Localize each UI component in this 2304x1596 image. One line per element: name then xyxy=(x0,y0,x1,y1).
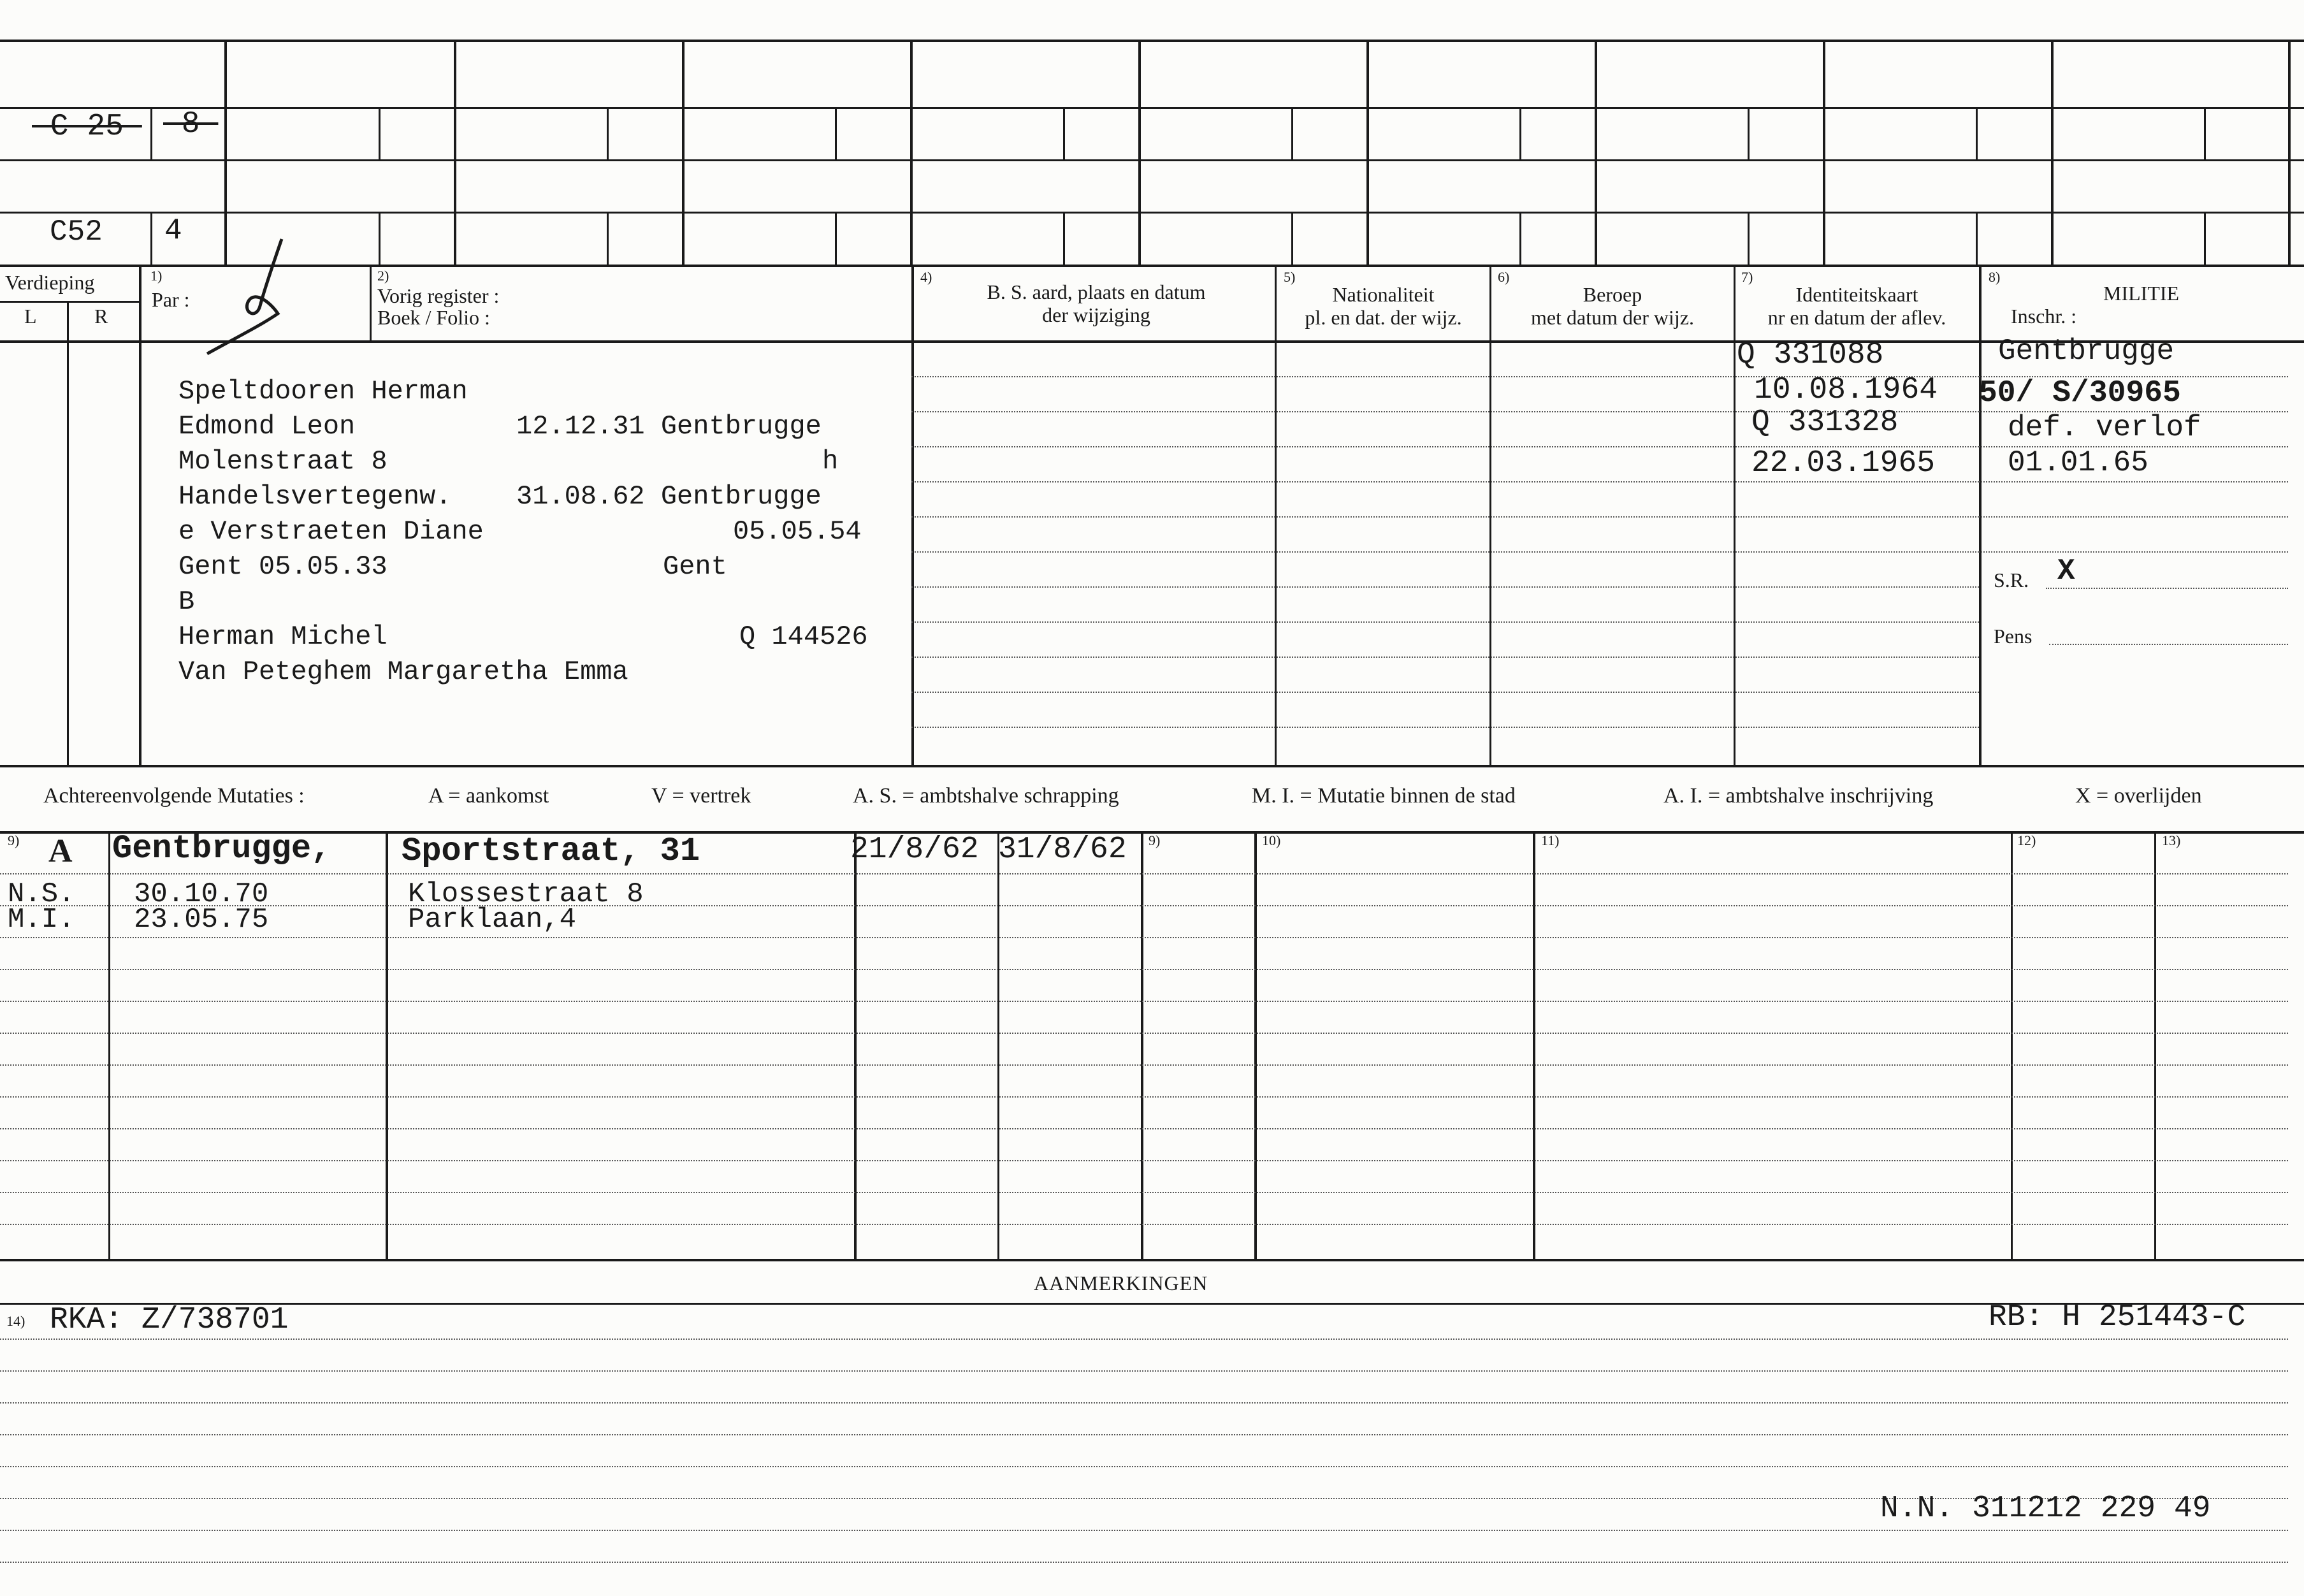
mutation-address: Parklaan,4 xyxy=(408,904,577,936)
col6-number: 6) xyxy=(1498,269,1510,285)
mutation-type: A xyxy=(48,833,73,869)
l-label: L xyxy=(24,305,37,328)
mutation-type: M.I. xyxy=(8,904,75,936)
person-spouse: e Verstraeten Diane xyxy=(178,516,484,547)
mother-name: Van Peteghem Margaretha Emma xyxy=(178,657,628,687)
mutation-place: Gentbrugge, xyxy=(112,830,331,867)
mutation-date: 21/8/62 xyxy=(850,832,979,867)
col7-number: 7) xyxy=(1741,269,1753,285)
militie-place: Gentbrugge xyxy=(1998,335,2175,368)
verdieping-label: Verdieping xyxy=(5,271,95,294)
father-name: Herman Michel xyxy=(178,621,388,652)
col4-number: 4) xyxy=(920,269,932,285)
person-mark-b: B xyxy=(178,586,195,617)
mutation-col9b-number: 9) xyxy=(1148,832,1161,848)
mutation-col13-number: 13) xyxy=(2162,832,2181,848)
legend-mi: M. I. = Mutatie binnen de stad xyxy=(1252,784,1516,808)
id-card-1: Q 331088 xyxy=(1737,338,1884,372)
signature-mark xyxy=(204,236,300,357)
spouse-birthplace: Gent xyxy=(663,551,727,582)
legend-as: A. S. = ambtshalve schrapping xyxy=(853,784,1119,808)
struck-code: -C 25- xyxy=(32,110,142,144)
mutation-col12-number: 12) xyxy=(2017,832,2036,848)
mutation-col11-number: 11) xyxy=(1541,832,1560,848)
person-firstnames: Edmond Leon xyxy=(178,411,356,442)
col5-number: 5) xyxy=(1284,269,1296,285)
mutation-address: Klossestraat 8 xyxy=(408,878,644,910)
col5-header: Nationaliteit pl. en dat. der wijz. xyxy=(1305,283,1462,329)
mutation-col10-number: 10) xyxy=(1262,832,1281,848)
remarks-number: 14) xyxy=(6,1313,25,1329)
sr-value: X xyxy=(2057,555,2075,588)
militie-title: MILITIE xyxy=(2103,282,2180,305)
col4-header: B. S. aard, plaats en datum der wijziging xyxy=(987,280,1206,326)
militie-number: 50/ S/30965 xyxy=(1979,376,2181,410)
struck-number: -8- xyxy=(163,107,219,141)
rb-number: RB: H 251443-C xyxy=(1989,1300,2246,1335)
boek-label: Boek / Folio : xyxy=(377,306,490,329)
person-birth: 12.12.31 Gentbrugge xyxy=(516,411,822,442)
pens-label: Pens xyxy=(1994,625,2032,648)
person-profession-date: 31.08.62 Gentbrugge xyxy=(516,481,822,512)
militie-date: 01.01.65 xyxy=(2008,446,2148,479)
legend-arrival: A = aankomst xyxy=(428,784,549,808)
inschr-label: Inschr. : xyxy=(2011,305,2077,328)
id-date-1: 10.08.1964 xyxy=(1754,373,1938,407)
par-number: 1) xyxy=(150,268,163,284)
code: C52 xyxy=(50,215,103,249)
legend-ai: A. I. = ambtshalve inschrijving xyxy=(1663,784,1934,808)
legend-death: X = overlijden xyxy=(2075,784,2202,808)
mutation-col9-number: 9) xyxy=(8,832,20,848)
sr-label: S.R. xyxy=(1994,569,2029,591)
nn-number: N.N. 311212 229 49 xyxy=(1880,1491,2211,1526)
col8-number: 8) xyxy=(1989,269,2001,285)
col7-header: Identiteitskaart nr en datum der aflev. xyxy=(1767,283,1946,329)
col6-header: Beroep met datum der wijz. xyxy=(1531,283,1694,329)
code-number: 4 xyxy=(164,214,182,247)
mutation-date: 31/8/62 xyxy=(998,832,1127,867)
father-id: Q 144526 xyxy=(739,621,868,652)
remarks-title: AANMERKINGEN xyxy=(1034,1272,1208,1295)
person-name: Speltdooren Herman xyxy=(178,376,468,407)
person-marriage-date: 05.05.54 xyxy=(733,516,862,547)
legend-departure: V = vertrek xyxy=(651,784,751,808)
person-address-mark: h xyxy=(822,446,839,477)
rka-number: RKA: Z/738701 xyxy=(50,1303,289,1337)
mutation-address: Sportstraat, 31 xyxy=(402,832,700,870)
par-label: Par : xyxy=(152,288,190,311)
vorig-number: 2) xyxy=(377,268,389,284)
person-address: Molenstraat 8 xyxy=(178,446,388,477)
mutation-date: 23.05.75 xyxy=(134,904,269,936)
r-label: R xyxy=(94,305,108,328)
vorig-label: Vorig register : xyxy=(377,284,500,307)
mutation-type: N.S. xyxy=(8,878,75,910)
id-card-2: Q 331328 xyxy=(1751,405,1899,440)
mutation-date: 30.10.70 xyxy=(134,878,269,910)
militie-status: def. verlof xyxy=(2008,411,2201,444)
person-profession: Handelsvertegenw. xyxy=(178,481,452,512)
id-date-2: 22.03.1965 xyxy=(1751,446,1936,481)
mutations-legend-title: Achtereenvolgende Mutaties : xyxy=(43,784,305,808)
spouse-birth: Gent 05.05.33 xyxy=(178,551,388,582)
